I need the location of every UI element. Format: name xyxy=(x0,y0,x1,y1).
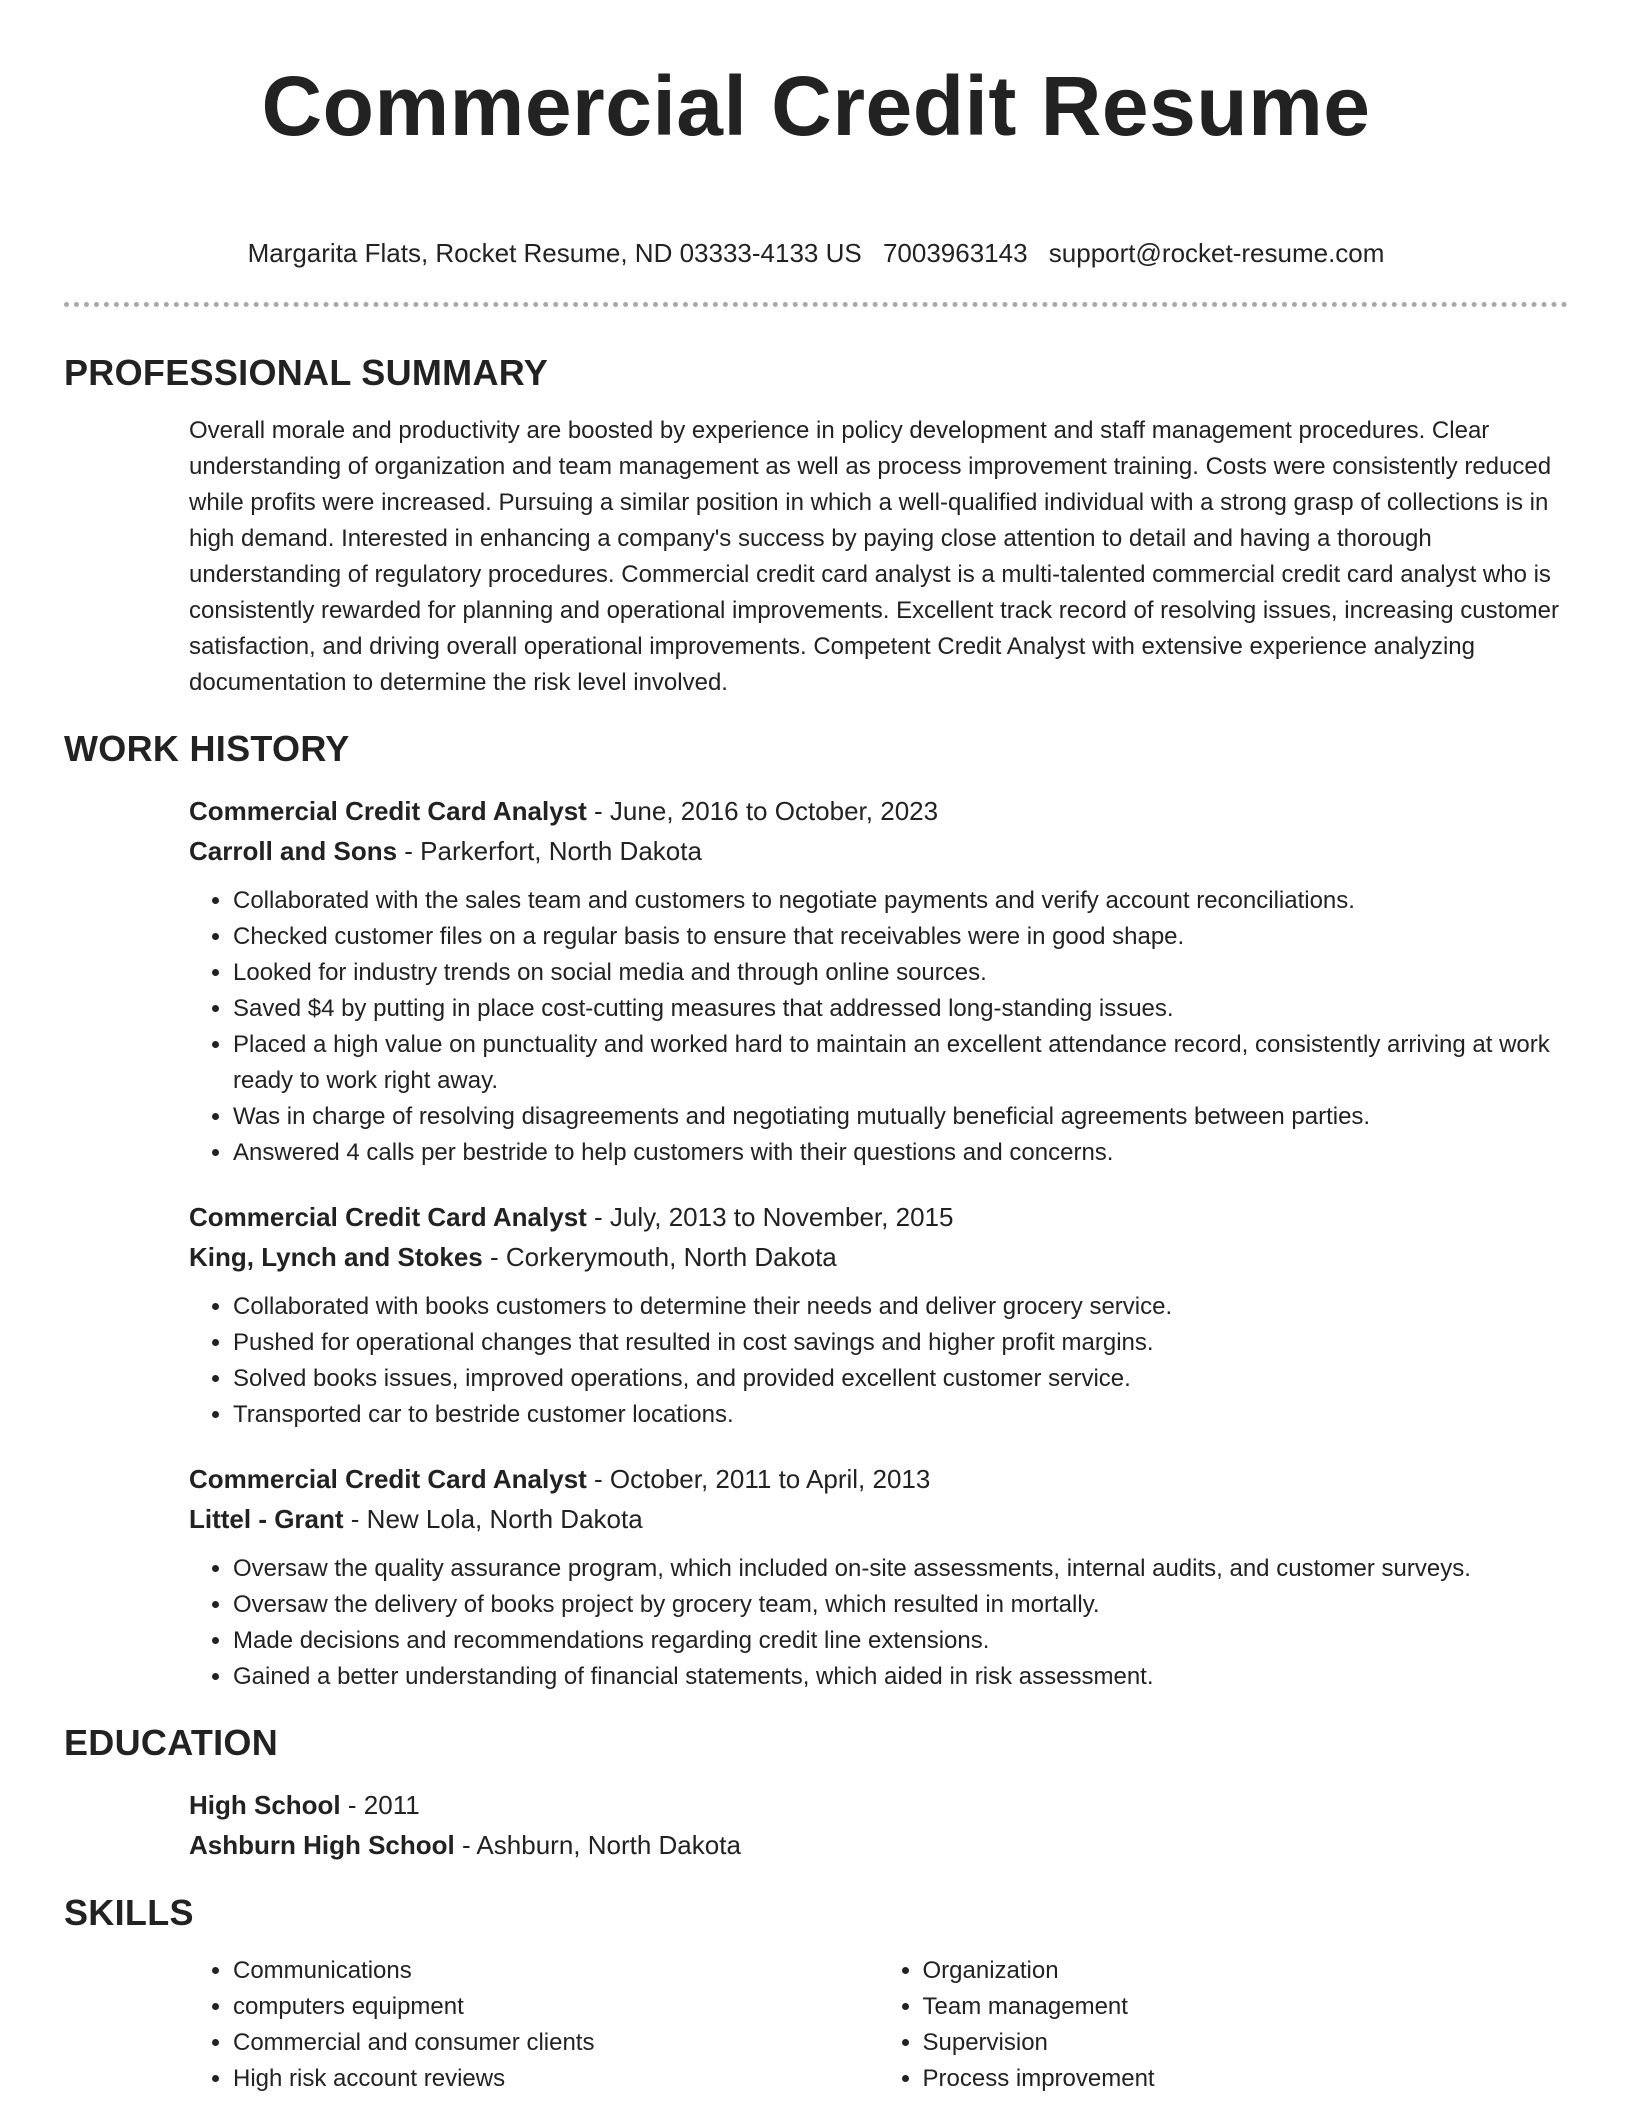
education-location: - Ashburn, North Dakota xyxy=(454,1830,741,1860)
contact-address: Margarita Flats, Rocket Resume, ND 03333-4133 US xyxy=(247,238,862,268)
job-dates: - October, 2011 to April, 2013 xyxy=(586,1464,931,1494)
skill-item: • computers equipment xyxy=(233,1989,879,2025)
job-company: King, Lynch and Stokes xyxy=(189,1242,483,1272)
education-school-line xyxy=(189,1825,1568,1865)
education-degree: High School xyxy=(189,1790,341,1820)
job-bullet: • Pushed for operational changes that resulted in cost savings and higher profit margins. xyxy=(233,1325,1568,1361)
skills-heading: SKILLS xyxy=(64,1892,194,1933)
summary-text: Overall morale and productivity are boosted by experience in policy development and staff management procedures. Clear understanding of organization and team management as well as process improvement training. Costs were consistently reduced while profits were increased. Pursuing a similar position in which a well-qualified individual with a strong grasp of collections is in high demand. Interested in enhancing a company's success by paying close attention to detail and having a thorough understanding of regulatory procedures. Commercial credit card analyst is a multi-talented commercial credit card analyst who is consistently rewarded for planning and operational improvements. Excellent track record of resolving issues, increasing customer satisfaction, and driving overall operational improvements. Competent Credit Analyst with extensive experience analyzing documentation to determine the risk level involved. xyxy=(189,417,1560,696)
job-title-line xyxy=(189,1197,1568,1237)
job-location: - New Lola, North Dakota xyxy=(343,1504,643,1534)
job-bullet: • Was in charge of resolving disagreements and negotiating mutually beneficial agreements between parties. xyxy=(233,1099,1568,1135)
summary-section xyxy=(189,413,1568,701)
skill-item: • Process improvement xyxy=(923,2061,1569,2097)
job-bullet: • Transported car to bestride customer locations. xyxy=(233,1397,1568,1433)
job-dates: - July, 2013 to November, 2015 xyxy=(586,1202,954,1232)
job-company: Carroll and Sons xyxy=(189,836,398,866)
job-title: Commercial Credit Card Analyst xyxy=(189,796,587,826)
skills-column-right xyxy=(879,1953,1569,2097)
job-bullet: • Looked for industry trends on social media and through online sources. xyxy=(233,955,1568,991)
job-bullet: • Placed a high value on punctuality and worked hard to maintain an excellent attendance record, consistently arriving at work ready to work right away. xyxy=(233,1027,1568,1099)
contact-line xyxy=(64,236,1568,270)
job-entry xyxy=(189,1459,1568,1695)
skill-item: • Commercial and consumer clients xyxy=(233,2025,879,2061)
job-title-line xyxy=(189,1459,1568,1499)
skill-item: • Supervision xyxy=(923,2025,1569,2061)
job-company: Littel - Grant xyxy=(189,1504,344,1534)
job-company-line xyxy=(189,1237,1568,1277)
education-year: - 2011 xyxy=(340,1790,420,1820)
skills-list xyxy=(189,1953,1568,2097)
job-title-line xyxy=(189,791,1568,831)
job-bullet: • Oversaw the quality assurance program, which included on-site assessments, internal audits, and customer surveys. xyxy=(233,1551,1568,1587)
skill-item: • Organization xyxy=(923,1953,1569,1989)
job-location: - Parkerfort, North Dakota xyxy=(397,836,702,866)
job-bullet: • Collaborated with books customers to determine their needs and deliver grocery service. xyxy=(233,1289,1568,1325)
education-entry xyxy=(189,1785,1568,1865)
job-bullet: • Gained a better understanding of financial statements, which aided in risk assessment. xyxy=(233,1659,1568,1695)
job-title: Commercial Credit Card Analyst xyxy=(189,1464,587,1494)
job-bullet: • Saved $4 by putting in place cost-cutting measures that addressed long-standing issues. xyxy=(233,991,1568,1027)
job-bullet: • Checked customer files on a regular basis to ensure that receivables were in good shape. xyxy=(233,919,1568,955)
job-bullet: • Answered 4 calls per bestride to help customers with their questions and concerns. xyxy=(233,1135,1568,1171)
job-company-line xyxy=(189,1499,1568,1539)
job-bullet: • Made decisions and recommendations regarding credit line extensions. xyxy=(233,1623,1568,1659)
summary-heading: PROFESSIONAL SUMMARY xyxy=(64,352,549,393)
job-bullet: • Collaborated with the sales team and customers to negotiate payments and verify account reconciliations. xyxy=(233,883,1568,919)
job-bullets xyxy=(189,1551,1568,1695)
job-bullets xyxy=(189,883,1568,1171)
skill-item: • Team management xyxy=(923,1989,1569,2025)
work-history-heading: WORK HISTORY xyxy=(64,728,350,769)
skill-item: • Communications xyxy=(233,1953,879,1989)
contact-phone: 7003963143 xyxy=(882,238,1028,268)
education-school: Ashburn High School xyxy=(189,1830,455,1860)
skills-column-left xyxy=(189,1953,879,2097)
header-divider xyxy=(64,302,1568,307)
contact-email: support@rocket-resume.com xyxy=(1048,238,1385,268)
education-degree-line xyxy=(189,1785,1568,1825)
job-bullet: • Oversaw the delivery of books project by grocery team, which resulted in mortally. xyxy=(233,1587,1568,1623)
job-company-line xyxy=(189,831,1568,871)
job-location: - Corkerymouth, North Dakota xyxy=(482,1242,837,1272)
job-bullets xyxy=(189,1289,1568,1433)
job-title: Commercial Credit Card Analyst xyxy=(189,1202,587,1232)
job-entry xyxy=(189,791,1568,1171)
job-entry xyxy=(189,1197,1568,1433)
job-dates: - June, 2016 to October, 2023 xyxy=(586,796,939,826)
job-bullet: • Solved books issues, improved operations, and provided excellent customer service. xyxy=(233,1361,1568,1397)
skill-item: • High risk account reviews xyxy=(233,2061,879,2097)
resume-title: Commercial Credit Resume xyxy=(261,59,1371,153)
education-heading: EDUCATION xyxy=(64,1722,279,1763)
